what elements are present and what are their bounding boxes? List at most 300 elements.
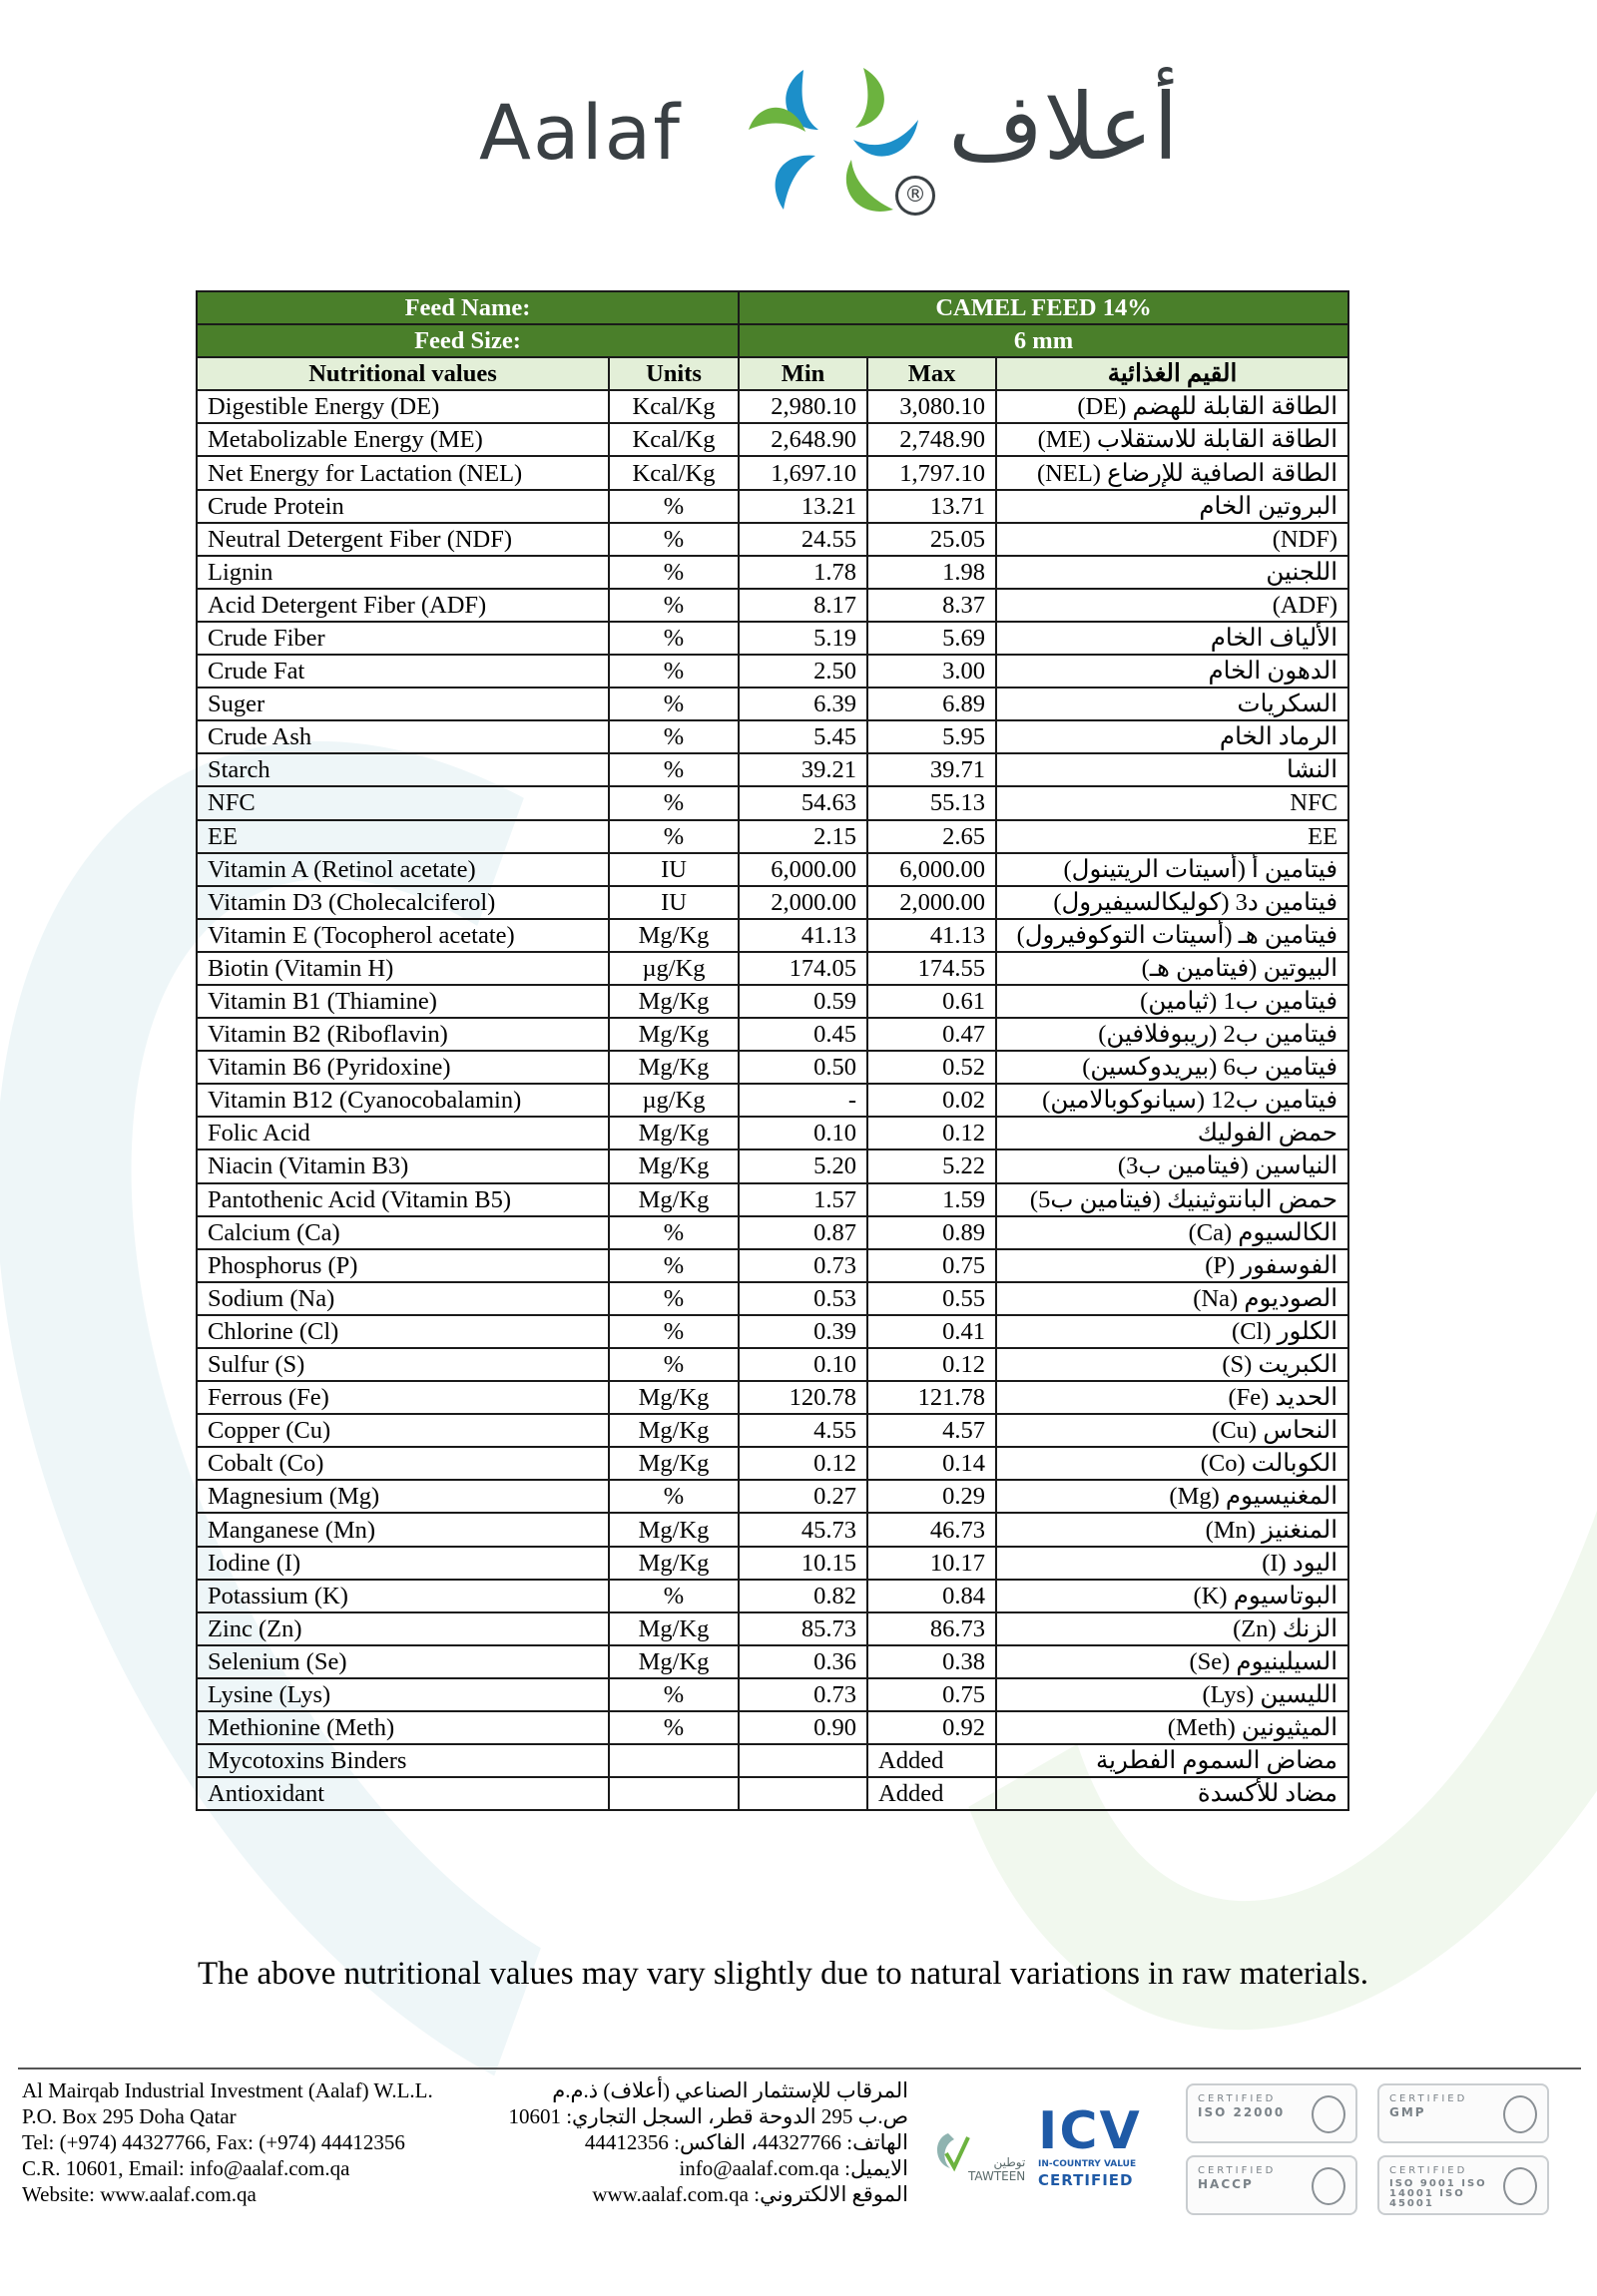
nutrient-max: 6,000.00 [867, 853, 996, 886]
nutrient-unit: % [609, 820, 739, 853]
table-row [197, 985, 1348, 1018]
nutrient-name: Crude Fat [197, 655, 609, 688]
col-header-units: Units [609, 357, 739, 390]
table-row [197, 1678, 1348, 1711]
nutrient-unit: Mg/Kg [609, 1513, 739, 1546]
icv-title: ICV [1038, 2101, 1142, 2161]
certification-seal-icon [1312, 2167, 1345, 2205]
nutrient-unit: % [609, 688, 739, 720]
icv-subtitle: IN-COUNTRY VALUE [1038, 2159, 1137, 2169]
nutrient-name-ar: البروتين الخام [996, 490, 1348, 523]
icv-certified-logo [1038, 2101, 1148, 2189]
footer-en-line: P.O. Box 295 Doha Qatar [22, 2104, 237, 2128]
nutrient-name: Manganese (Mn) [197, 1513, 609, 1546]
badge-top: CERTIFIED [1198, 2093, 1277, 2104]
nutrient-unit: % [609, 786, 739, 819]
nutrient-min: 1.78 [739, 556, 867, 589]
table-row [197, 1744, 1348, 1777]
table-row [197, 786, 1348, 819]
nutrient-min: 0.27 [739, 1480, 867, 1513]
table-row [197, 1282, 1348, 1315]
nutrient-min: 6.39 [739, 688, 867, 720]
badge-name: HACCP [1198, 2177, 1254, 2191]
nutrient-min: 0.90 [739, 1711, 867, 1744]
nutrient-min: 2.50 [739, 655, 867, 688]
nutrient-min: 0.45 [739, 1018, 867, 1051]
table-row [197, 1249, 1348, 1282]
nutrient-name: Potassium (K) [197, 1580, 609, 1612]
table-row [197, 1711, 1348, 1744]
gmp-badge [1377, 2083, 1549, 2143]
nutrient-unit: % [609, 490, 739, 523]
table-row [197, 490, 1348, 523]
nutrient-min: 2,980.10 [739, 390, 867, 423]
nutrient-max: 4.57 [867, 1414, 996, 1447]
nutrient-name-ar: الكبريت (S) [996, 1348, 1348, 1381]
nutrient-name: Suger [197, 688, 609, 720]
table-row [197, 1348, 1348, 1381]
nutrient-unit: % [609, 753, 739, 786]
nutrient-min: 5.45 [739, 720, 867, 753]
nutrient-name: Zinc (Zn) [197, 1612, 609, 1645]
nutrient-max: 0.12 [867, 1348, 996, 1381]
table-row [197, 1183, 1348, 1216]
nutrient-min: 174.05 [739, 952, 867, 985]
nutrient-min: 24.55 [739, 523, 867, 556]
table-row [197, 423, 1348, 456]
table-row [197, 886, 1348, 919]
nutrient-max: 0.12 [867, 1117, 996, 1149]
table-row [197, 1513, 1348, 1546]
nutrient-min: 0.87 [739, 1216, 867, 1249]
nutrient-unit: Kcal/Kg [609, 390, 739, 423]
table-row [197, 1612, 1348, 1645]
table-row [197, 853, 1348, 886]
nutrient-name: Calcium (Ca) [197, 1216, 609, 1249]
nutrient-name: Cobalt (Co) [197, 1447, 609, 1480]
nutrient-max: 0.52 [867, 1051, 996, 1084]
nutrient-name: Pantothenic Acid (Vitamin B5) [197, 1183, 609, 1216]
brand-name-ar: أعلاف [948, 74, 1179, 181]
nutrient-min: 5.20 [739, 1149, 867, 1182]
column-header-row [197, 357, 1348, 390]
footer-ar-line: المرقاب للإستثمار الصناعي (أعلاف) ذ.م.م [552, 2078, 908, 2102]
table-row [197, 390, 1348, 423]
nutrient-unit: % [609, 1580, 739, 1612]
empty-cell [609, 1744, 739, 1777]
additive-name-ar: مضاض السموم الفطرية [996, 1744, 1348, 1777]
certification-seal-icon [1503, 2167, 1537, 2205]
haccp-badge [1186, 2155, 1357, 2215]
nutrient-name-ar: حمض البانتوثينيك (فيتامين ب5) [996, 1183, 1348, 1216]
nutrient-name: Folic Acid [197, 1117, 609, 1149]
nutrient-max: 0.02 [867, 1084, 996, 1117]
nutrient-max: 1.59 [867, 1183, 996, 1216]
nutrient-max: 0.61 [867, 985, 996, 1018]
nutrient-unit: % [609, 1348, 739, 1381]
nutrient-min: 85.73 [739, 1612, 867, 1645]
nutrient-min: 0.59 [739, 985, 867, 1018]
feed-size-value: 6 mm [739, 324, 1348, 357]
nutrient-name-ar: البوتاسيوم (K) [996, 1580, 1348, 1612]
table-row [197, 1315, 1348, 1348]
nutrient-min: 6,000.00 [739, 853, 867, 886]
badge-name: GMP [1389, 2105, 1426, 2119]
nutrient-name: Crude Ash [197, 720, 609, 753]
nutrient-name: Lignin [197, 556, 609, 589]
nutrient-unit: Mg/Kg [609, 985, 739, 1018]
nutrient-unit: % [609, 1678, 739, 1711]
nutrient-max: 46.73 [867, 1513, 996, 1546]
nutrient-max: 0.92 [867, 1711, 996, 1744]
table-row [197, 1216, 1348, 1249]
nutrient-min: 0.73 [739, 1678, 867, 1711]
nutrient-unit: Mg/Kg [609, 1381, 739, 1414]
feed-name-label: Feed Name: [197, 291, 739, 324]
nutrient-max: 8.37 [867, 589, 996, 622]
nutrient-unit: Mg/Kg [609, 1612, 739, 1645]
tawteen-en: TAWTEEN [968, 2169, 1026, 2183]
nutrient-unit: Mg/Kg [609, 1414, 739, 1447]
additive-name-ar: مضاد للأكسدة [996, 1777, 1348, 1810]
nutrient-name-ar: الحديد (Fe) [996, 1381, 1348, 1414]
nutrient-unit: µg/Kg [609, 952, 739, 985]
nutrient-min: 0.50 [739, 1051, 867, 1084]
nutrient-unit: Mg/Kg [609, 1183, 739, 1216]
table-row [197, 1447, 1348, 1480]
table-row [197, 456, 1348, 489]
col-header-ar: القيم الغذائية [996, 357, 1348, 390]
nutrient-max: 41.13 [867, 919, 996, 952]
nutrient-unit: Mg/Kg [609, 1051, 739, 1084]
nutrient-name-ar: النشا [996, 753, 1348, 786]
table-row [197, 1018, 1348, 1051]
nutrient-name-ar: الطاقة الصافية للإرضاع (NEL) [996, 456, 1348, 489]
nutrient-name: Net Energy for Lactation (NEL) [197, 456, 609, 489]
table-row [197, 556, 1348, 589]
table-row [197, 820, 1348, 853]
additive-name: Mycotoxins Binders [197, 1744, 609, 1777]
nutrient-unit: IU [609, 886, 739, 919]
nutrient-min: 39.21 [739, 753, 867, 786]
nutrient-name-ar: النياسين (فيتامين ب3) [996, 1149, 1348, 1182]
nutrient-name: Chlorine (Cl) [197, 1315, 609, 1348]
nutrient-max: 0.14 [867, 1447, 996, 1480]
iso-multi-badge [1377, 2155, 1549, 2215]
nutrient-unit: % [609, 1282, 739, 1315]
nutrient-name-ar: الدهون الخام [996, 655, 1348, 688]
nutrient-unit: % [609, 556, 739, 589]
nutrient-unit: % [609, 1711, 739, 1744]
nutrient-name-ar: السيلينيوم (Se) [996, 1645, 1348, 1678]
nutrient-unit: Mg/Kg [609, 1547, 739, 1580]
feed-name-value: CAMEL FEED 14% [739, 291, 1348, 324]
nutrient-unit: Mg/Kg [609, 1149, 739, 1182]
table-row [197, 1414, 1348, 1447]
footer-en-line: C.R. 10601, Email: info@aalaf.com.qa [22, 2156, 350, 2180]
nutrient-name-ar: الصوديوم (Na) [996, 1282, 1348, 1315]
nutrient-max: 0.75 [867, 1678, 996, 1711]
nutrient-name: Magnesium (Mg) [197, 1480, 609, 1513]
empty-cell [739, 1744, 867, 1777]
nutrient-name-ar: فيتامين هـ (أسيتات التوكوفيرول) [996, 919, 1348, 952]
nutrient-name: Vitamin B2 (Riboflavin) [197, 1018, 609, 1051]
nutrient-min: 5.19 [739, 622, 867, 655]
nutrient-unit: % [609, 1315, 739, 1348]
nutrient-name: NFC [197, 786, 609, 819]
col-header-name: Nutritional values [197, 357, 609, 390]
nutrient-name-ar: EE [996, 820, 1348, 853]
nutrient-name-ar: اليود (I) [996, 1547, 1348, 1580]
nutrient-unit: Kcal/Kg [609, 423, 739, 456]
footer-address-ar [469, 2077, 908, 2207]
nutrient-name: Vitamin D3 (Cholecalciferol) [197, 886, 609, 919]
nutrient-max: 0.41 [867, 1315, 996, 1348]
nutrient-max: 86.73 [867, 1612, 996, 1645]
table-row [197, 1580, 1348, 1612]
additive-name: Antioxidant [197, 1777, 609, 1810]
feed-name-row [197, 291, 1348, 324]
feed-size-row [197, 324, 1348, 357]
nutrient-name-ar: فيتامين ب2 (ريبوفلافين) [996, 1018, 1348, 1051]
nutrient-min: 0.82 [739, 1580, 867, 1612]
nutrient-name: Digestible Energy (DE) [197, 390, 609, 423]
nutrient-name: Sulfur (S) [197, 1348, 609, 1381]
nutrient-unit: Mg/Kg [609, 1447, 739, 1480]
nutrient-name: Ferrous (Fe) [197, 1381, 609, 1414]
nutrient-name-ar: فيتامين ب12 (سيانوكوبالامين) [996, 1084, 1348, 1117]
table-row [197, 1117, 1348, 1149]
nutrient-name-ar: الكلور (Cl) [996, 1315, 1348, 1348]
footer-en-line: Tel: (+974) 44327766, Fax: (+974) 44412356 [22, 2130, 405, 2154]
nutrient-max: 5.95 [867, 720, 996, 753]
registered-mark: ® [895, 176, 935, 216]
nutrient-unit: Mg/Kg [609, 1018, 739, 1051]
nutrient-min: 10.15 [739, 1547, 867, 1580]
nutrient-name: Lysine (Lys) [197, 1678, 609, 1711]
footer-en-line: Al Mairqab Industrial Investment (Aalaf) W.L.L. [22, 2078, 433, 2102]
nutrient-unit: Mg/Kg [609, 1645, 739, 1678]
nutrient-min: 41.13 [739, 919, 867, 952]
table-row [197, 1480, 1348, 1513]
nutrient-max: 0.84 [867, 1580, 996, 1612]
nutrient-max: 174.55 [867, 952, 996, 985]
nutrient-unit: µg/Kg [609, 1084, 739, 1117]
footer-ar-line: الموقع الالكتروني: www.aalaf.com.qa [592, 2182, 908, 2206]
nutrient-min: 2.15 [739, 820, 867, 853]
nutrient-max: 6.89 [867, 688, 996, 720]
nutrient-name: Crude Protein [197, 490, 609, 523]
nutrient-name: Crude Fiber [197, 622, 609, 655]
nutrient-min: 4.55 [739, 1414, 867, 1447]
nutrient-name: Niacin (Vitamin B3) [197, 1149, 609, 1182]
tawteen-ar: توطين [993, 2155, 1026, 2169]
nutrient-name: Iodine (I) [197, 1547, 609, 1580]
col-header-max: Max [867, 357, 996, 390]
disclaimer-text: The above nutritional values may vary slightly due to natural variations in raw materials. [198, 1956, 1368, 1992]
nutrition-table [196, 290, 1349, 1811]
nutrient-name-ar: الطاقة القابلة للاستقلاب (ME) [996, 423, 1348, 456]
nutrient-name: Vitamin A (Retinol acetate) [197, 853, 609, 886]
nutrient-min: 0.10 [739, 1117, 867, 1149]
footer-ar-line: الهاتف: 44327766، الفاكس: 44412356 [584, 2130, 908, 2154]
col-header-min: Min [739, 357, 867, 390]
nutrient-unit: % [609, 720, 739, 753]
nutrient-min: 1.57 [739, 1183, 867, 1216]
nutrient-min: - [739, 1084, 867, 1117]
feed-size-label: Feed Size: [197, 324, 739, 357]
nutrient-name-ar: النحاس (Cu) [996, 1414, 1348, 1447]
nutrient-max: 5.69 [867, 622, 996, 655]
table-row [197, 720, 1348, 753]
nutrient-min: 0.53 [739, 1282, 867, 1315]
table-row [197, 655, 1348, 688]
nutrient-max: 3.00 [867, 655, 996, 688]
nutrient-max: 1.98 [867, 556, 996, 589]
icv-certified: CERTIFIED [1038, 2171, 1134, 2189]
footer-address-en [22, 2077, 433, 2207]
table-row [197, 1149, 1348, 1182]
nutrient-unit: % [609, 589, 739, 622]
nutrient-max: 121.78 [867, 1381, 996, 1414]
table-row [197, 1547, 1348, 1580]
nutrient-max: 2,748.90 [867, 423, 996, 456]
nutrient-name: Selenium (Se) [197, 1645, 609, 1678]
nutrient-max: 0.55 [867, 1282, 996, 1315]
footer-ar-line: الايميل: info@aalaf.com.qa [679, 2156, 908, 2180]
nutrient-unit: % [609, 1216, 739, 1249]
nutrient-name-ar: NFC [996, 786, 1348, 819]
nutrient-min: 1,697.10 [739, 456, 867, 489]
brand-name-en: Aalaf [479, 88, 683, 177]
iso-22000-badge [1186, 2083, 1357, 2143]
nutrient-name-ar: الكالسيوم (Ca) [996, 1216, 1348, 1249]
table-row [197, 688, 1348, 720]
nutrient-max: 0.89 [867, 1216, 996, 1249]
nutrient-max: 5.22 [867, 1149, 996, 1182]
nutrient-name-ar: البيوتين (فيتامين هـ) [996, 952, 1348, 985]
nutrient-name: Phosphorus (P) [197, 1249, 609, 1282]
nutrient-name: Vitamin E (Tocopherol acetate) [197, 919, 609, 952]
nutrient-max: 1,797.10 [867, 456, 996, 489]
table-row [197, 919, 1348, 952]
table-row [197, 952, 1348, 985]
nutrient-name-ar: السكريات [996, 688, 1348, 720]
nutrient-min: 0.12 [739, 1447, 867, 1480]
badge-name: ISO 22000 [1198, 2105, 1286, 2119]
nutrient-min: 13.21 [739, 490, 867, 523]
footer-divider [18, 2067, 1581, 2069]
table-row [197, 1051, 1348, 1084]
nutrient-max: 25.05 [867, 523, 996, 556]
empty-cell [739, 1777, 867, 1810]
nutrient-name: Neutral Detergent Fiber (NDF) [197, 523, 609, 556]
nutrient-max: 0.47 [867, 1018, 996, 1051]
nutrient-max: 55.13 [867, 786, 996, 819]
nutrient-max: 2.65 [867, 820, 996, 853]
nutrient-min: 0.39 [739, 1315, 867, 1348]
nutrient-name-ar: المغنيسيوم (Mg) [996, 1480, 1348, 1513]
nutrient-name: Vitamin B12 (Cyanocobalamin) [197, 1084, 609, 1117]
nutrient-max: 10.17 [867, 1547, 996, 1580]
nutrient-name-ar: (ADF) [996, 589, 1348, 622]
nutrient-name-ar: حمض الفوليك [996, 1117, 1348, 1149]
table-row [197, 753, 1348, 786]
nutrient-name-ar: اللجنين [996, 556, 1348, 589]
nutrient-unit: % [609, 655, 739, 688]
badge-top: CERTIFIED [1389, 2165, 1468, 2176]
nutrient-max: 3,080.10 [867, 390, 996, 423]
nutrient-unit: % [609, 622, 739, 655]
table-row [197, 523, 1348, 556]
nutrient-min: 54.63 [739, 786, 867, 819]
nutrient-min: 8.17 [739, 589, 867, 622]
nutrient-name: Copper (Cu) [197, 1414, 609, 1447]
nutrient-name-ar: الميثيونين (Meth) [996, 1711, 1348, 1744]
nutrient-max: 39.71 [867, 753, 996, 786]
nutrient-unit: Mg/Kg [609, 1117, 739, 1149]
table-row [197, 622, 1348, 655]
badge-top: CERTIFIED [1198, 2165, 1277, 2176]
nutrient-unit: IU [609, 853, 739, 886]
nutrient-name: Methionine (Meth) [197, 1711, 609, 1744]
nutrient-min: 120.78 [739, 1381, 867, 1414]
nutrient-max: 0.38 [867, 1645, 996, 1678]
additive-status: Added [867, 1777, 996, 1810]
nutrient-min: 2,648.90 [739, 423, 867, 456]
empty-cell [609, 1777, 739, 1810]
badge-top: CERTIFIED [1389, 2093, 1468, 2104]
nutrient-name: Starch [197, 753, 609, 786]
nutrient-name-ar: الطاقة القابلة للهضم (DE) [996, 390, 1348, 423]
nutrient-unit: Kcal/Kg [609, 456, 739, 489]
nutrient-name: Biotin (Vitamin H) [197, 952, 609, 985]
nutrient-unit: % [609, 1249, 739, 1282]
nutrient-name: Vitamin B6 (Pyridoxine) [197, 1051, 609, 1084]
nutrient-name-ar: المنغنيز (Mn) [996, 1513, 1348, 1546]
nutrient-unit: % [609, 1480, 739, 1513]
certification-seal-icon [1503, 2095, 1537, 2133]
nutrient-min: 2,000.00 [739, 886, 867, 919]
table-row [197, 1084, 1348, 1117]
nutrient-name-ar: الألياف الخام [996, 622, 1348, 655]
nutrient-unit: % [609, 523, 739, 556]
nutrient-max: 0.75 [867, 1249, 996, 1282]
nutrient-name-ar: (NDF) [996, 523, 1348, 556]
nutrient-name-ar: الليسين (Lys) [996, 1678, 1348, 1711]
nutrient-unit: Mg/Kg [609, 919, 739, 952]
additive-status: Added [867, 1744, 996, 1777]
nutrient-name: Vitamin B1 (Thiamine) [197, 985, 609, 1018]
nutrient-name-ar: الفوسفور (P) [996, 1249, 1348, 1282]
nutrient-min: 0.73 [739, 1249, 867, 1282]
certification-seal-icon [1312, 2095, 1345, 2133]
table-row [197, 1777, 1348, 1810]
table-row [197, 589, 1348, 622]
nutrient-max: 13.71 [867, 490, 996, 523]
nutrient-max: 2,000.00 [867, 886, 996, 919]
nutrient-name: EE [197, 820, 609, 853]
table-row [197, 1645, 1348, 1678]
badge-name: ISO 9001 ISO 14001 ISO 45001 [1389, 2178, 1487, 2209]
nutrient-name: Acid Detergent Fiber (ADF) [197, 589, 609, 622]
tawteen-label [968, 2155, 1025, 2183]
table-row [197, 1381, 1348, 1414]
nutrient-min: 0.10 [739, 1348, 867, 1381]
nutrient-name-ar: فيتامين ب1 (ثيامين) [996, 985, 1348, 1018]
nutrient-name-ar: فيتامين أ (أسيتات الريتينول) [996, 853, 1348, 886]
nutrient-name: Sodium (Na) [197, 1282, 609, 1315]
